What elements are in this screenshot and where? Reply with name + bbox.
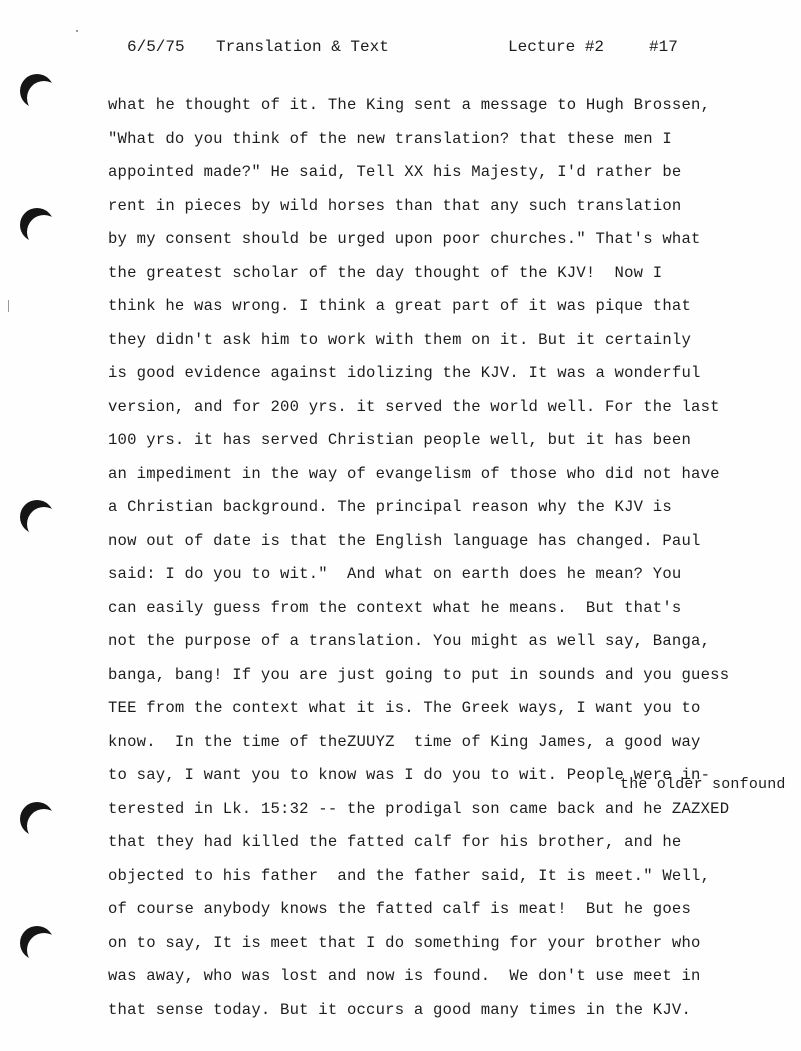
- text-line: know. In the time of theZUUYZ time of King James, a good way: [108, 732, 701, 751]
- typed-text-body: [108, 89, 786, 1027]
- text-line: banga, bang! If you are just going to put in sounds and you guess: [108, 665, 730, 684]
- text-line: the greatest scholar of the day thought of the KJV! Now I: [108, 263, 663, 282]
- text-line: TEE from the context what it is. The Greek ways, I want you to: [108, 699, 701, 717]
- text-line: to say, I want you to know was I do you to wit. People were in-: [108, 766, 711, 784]
- page-header: [0, 36, 801, 58]
- text-line: objected to his father and the father said, It is meet." Well,: [108, 866, 711, 885]
- punch-hole-icon: [20, 926, 54, 960]
- text-line: by my consent should be urged upon poor churches." That's what: [108, 230, 701, 248]
- text-line: what he thought of it. The King sent a message to Hugh Brossen,: [108, 96, 711, 114]
- text-line: terested in Lk. 15:32 -- the prodigal son came back and he ZAZXED: [108, 799, 730, 818]
- text-line: "What do you think of the new translation? that these men I: [108, 129, 672, 148]
- text-line: can easily guess from the context what he means. But that's: [108, 598, 682, 617]
- text-line: of course anybody knows the fatted calf is meat! But he goes: [108, 900, 692, 918]
- header-title: Translation & Text: [216, 38, 389, 56]
- punch-hole-icon: [20, 500, 54, 534]
- text-line: that sense today. But it occurs a good many times in the KJV.: [108, 1000, 692, 1019]
- header-lecture: Lecture #2: [508, 38, 605, 56]
- text-line: rent in pieces by wild horses than that any such translation: [108, 196, 682, 215]
- text-line: version, and for 200 yrs. it served the world well. For the last: [108, 397, 720, 416]
- scan-speck: [8, 300, 9, 312]
- text-line: on to say, It is meet that I do something for your brother who: [108, 933, 701, 952]
- text-line: not the purpose of a translation. You might as well say, Banga,: [108, 632, 711, 650]
- punch-hole-icon: [20, 208, 54, 242]
- text-line: is good evidence against idolizing the KJV. It was a wonderful: [108, 364, 701, 382]
- text-line: a Christian background. The principal reason why the KJV is: [108, 498, 672, 516]
- text-line: that they had killed the fatted calf for his brother, and he: [108, 833, 682, 851]
- text-line: think he was wrong. I think a great part of it was pique that: [108, 297, 692, 315]
- scan-speck: [76, 30, 78, 32]
- text-line: 100 yrs. it has served Christian people well, but it has been: [108, 431, 692, 449]
- text-line: was away, who was lost and now is found. We don't use meet in: [108, 967, 701, 985]
- text-line: said: I do you to wit." And what on earth does he mean? You: [108, 565, 682, 583]
- interlinear-insertion: the older sonfound: [620, 776, 786, 793]
- header-date: 6/5/75: [127, 38, 185, 56]
- text-line: now out of date is that the English language has changed. Paul: [108, 531, 701, 550]
- text-line: appointed made?" He said, Tell XX his Majesty, I'd rather be: [108, 163, 682, 181]
- text-line: they didn't ask him to work with them on it. But it certainly: [108, 330, 692, 349]
- text-line: an impediment in the way of evangelism of those who did not have: [108, 464, 720, 483]
- header-page-number: #17: [649, 38, 678, 56]
- punch-hole-icon: [20, 802, 54, 836]
